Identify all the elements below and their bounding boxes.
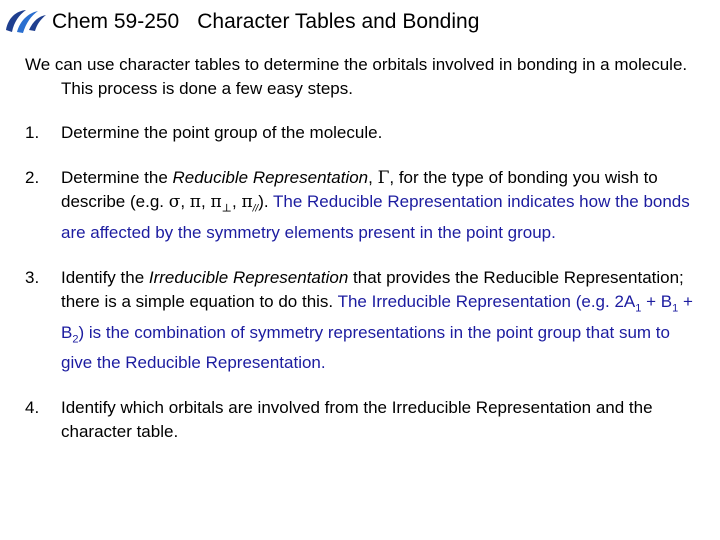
pi-parallel-symbol: π [241,192,253,212]
step-text-post: that provides the Reducible Representation; there is a simple equation to do this. [61,268,684,312]
step-note: The Reducible Representation indicates how the bonds are affected by the symmetry elements present in the point group. [61,192,690,243]
pi-perp-symbol: π [210,192,222,212]
step-4 [25,396,705,444]
note-part: + B [61,292,693,342]
punct: , [231,192,242,211]
punct: , [368,168,378,187]
note-part: The Irreducible Representation (e.g. 2A [337,292,636,312]
step-number: 3. [25,268,40,288]
reducible-term: Reducible Representation [172,168,369,187]
step-text-mid: , for the type of bonding you wish to describe (e.g. [61,168,658,211]
slide-body [25,53,705,465]
step-3 [25,266,705,375]
title-text: Character Tables and Bonding [197,10,480,33]
subscript: 1 [635,302,642,315]
perp-subscript: ⊥ [221,201,232,215]
step-text-pre: Identify the [61,268,149,288]
step-number: 4. [25,398,40,418]
intro-paragraph: We can use character tables to determine the orbitals involved in bonding in a molecule. This process is done a few easy steps. [25,55,688,98]
punct: ). [258,192,273,211]
step-2 [25,166,705,245]
step-text-pre: Determine the [61,168,173,187]
course-code: Chem 59-250 [52,10,180,33]
punct: , [200,192,211,211]
subscript: 1 [672,302,679,315]
page-title [52,8,479,36]
step-text: Identify which orbitals are involved from the Irreducible Representation and the character table. [61,398,653,442]
step-number: 1. [25,123,40,142]
step-number: 2. [25,168,40,187]
subscript: 2 [72,333,79,346]
note-part: + B [641,292,673,312]
note-part: ) is the combination of symmetry representations in the point group that sum to give the Reducible Representation. [61,322,670,373]
gamma-symbol: Γ [377,168,390,188]
sigma-symbol: σ [168,192,181,212]
punct: , [180,192,190,211]
university-logo-icon [2,6,48,36]
step-1 [25,121,705,145]
step-text: Determine the point group of the molecule. [61,123,383,142]
irreducible-term: Irreducible Representation [148,268,349,288]
parallel-subscript: // [252,203,259,215]
pi-symbol: π [189,192,201,212]
